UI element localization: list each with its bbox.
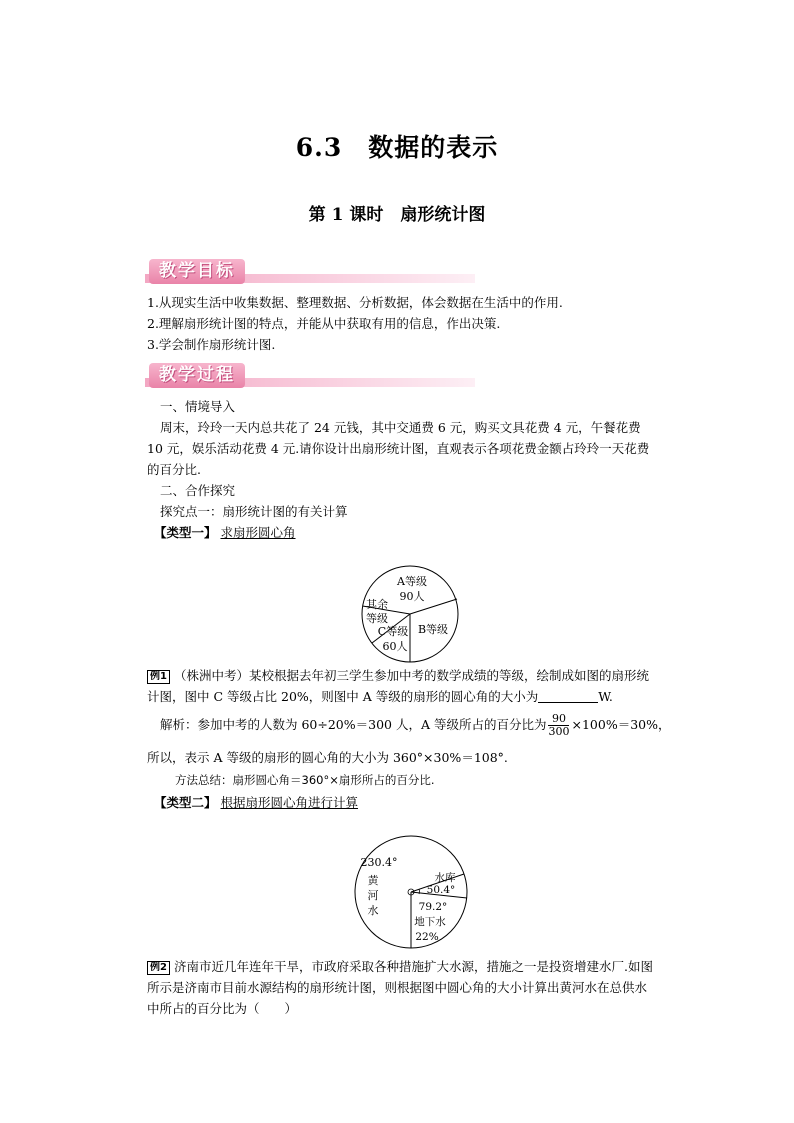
pie2-huanghe-char: 黄 <box>367 874 379 887</box>
example2-problem <box>147 956 657 1019</box>
pie1-a-label: A等级 <box>397 575 427 588</box>
solution-text: 解析：参加中考的人数为 60÷20%＝300 人，A 等级所占的百分比为 <box>160 717 547 732</box>
pie2-groundwater-pct: 22% <box>415 931 439 943</box>
pie2-main-angle: 230.4° <box>360 856 398 869</box>
example1-problem <box>147 665 657 707</box>
type1-heading <box>154 522 296 543</box>
type2-title: 根据扇形圆心角进行计算 <box>220 795 359 810</box>
goal-item: 2.理解扇形统计图的特点，并能从中获取有用的信息，作出决策. <box>147 316 501 331</box>
section-heading: 一、情境导入 <box>160 399 236 414</box>
inquiry-point: 探究点一：扇形统计图的有关计算 <box>160 504 348 519</box>
pie2-groundwater-label: 地下水 <box>414 916 446 928</box>
pie2-huanghe-char: 河 <box>367 889 379 902</box>
pie1-other-line2: 等级 <box>366 612 388 625</box>
pie-chart-grades <box>355 563 465 665</box>
lesson-subtitle: 第 1 课时 扇形统计图 <box>308 205 486 225</box>
goals-banner-label: 教学目标 <box>149 259 245 284</box>
type1-label: 【类型一】 <box>154 525 217 540</box>
pie1-other-line1: 其余 <box>366 598 388 611</box>
answer-blank <box>538 690 598 703</box>
example2-text: 济南市近几年连年干旱，市政府采取各种措施扩大水源，措施之一是投资增建水厂.如图所示是济南市目前水源结构的扇形统计图，则根据图中圆心角的大小计算出黄河水在总供水中所占的百分比为（ ） <box>147 959 653 1016</box>
goal-item: 1.从现实生活中收集数据、整理数据、分析数据，体会数据在生活中的作用. <box>147 295 563 310</box>
example1-text: （株洲中考）某校根据去年初三学生参加中考的数学成绩的等级，绘制成如图的扇形统计图，图中 C 等级占比 20%，则图中 A 等级的扇形的圆心角的大小为 <box>147 668 649 704</box>
type1-title: 求扇形圆心角 <box>220 525 296 540</box>
pie2-reservoir-angle: 50.4° <box>426 884 456 896</box>
example2-badge: 例2 <box>147 961 170 975</box>
example1-text-end: W. <box>598 689 613 704</box>
fraction-denominator: 300 <box>548 725 570 738</box>
method-summary: 方法总结：扇形圆心角＝360°×扇形所占的百分比. <box>175 773 435 787</box>
example1-solution-cont: 所以，表示 A 等级的扇形的圆心角的大小为 360°×30%＝108°. <box>147 750 508 765</box>
process-banner <box>145 363 475 391</box>
pie1-b-label: B等级 <box>417 623 449 636</box>
type2-label: 【类型二】 <box>154 795 217 810</box>
pie1-a-value: 90人 <box>399 590 425 603</box>
fraction-numerator: 90 <box>548 713 569 726</box>
pie2-huanghe-char: 水 <box>367 904 379 917</box>
pie-chart-water-sources <box>353 834 469 950</box>
pie1-c-label: C等级 <box>377 625 409 638</box>
page-title: 6.3 数据的表示 <box>295 133 499 162</box>
pie1-c-value: 60人 <box>382 640 408 653</box>
example1-solution <box>160 713 670 738</box>
section-heading: 二、合作探究 <box>160 483 236 498</box>
example1-badge: 例1 <box>147 670 170 684</box>
type2-heading <box>154 792 358 813</box>
goal-item: 3.学会制作扇形统计图. <box>147 337 276 352</box>
intro-paragraph: 周末，玲玲一天内总共花了 24 元钱，其中交通费 6 元，购买文具花费 4 元，午餐花费 10 元，娱乐活动花费 4 元.请你设计出扇形统计图，直观表示各项花费金额占玲玲一天花费的百分比. <box>147 420 650 477</box>
solution-text-tail: ×100%＝30%， <box>571 717 671 732</box>
pie2-groundwater-angle: 79.2° <box>418 901 448 913</box>
goals-banner <box>145 259 475 287</box>
pie2-reservoir-label: 水库 <box>434 872 456 884</box>
process-banner-label: 教学过程 <box>149 363 245 388</box>
fraction <box>548 713 569 738</box>
